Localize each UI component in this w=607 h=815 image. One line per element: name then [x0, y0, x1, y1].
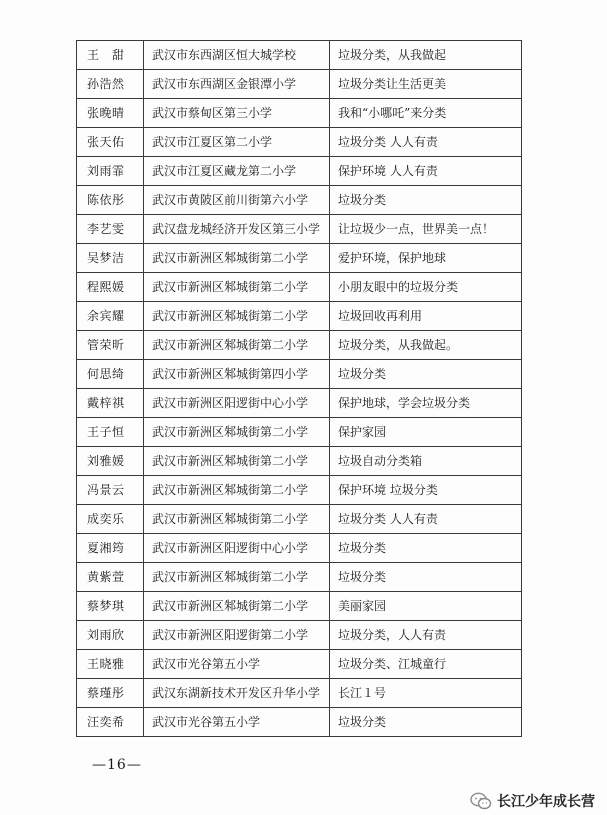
school-cell: 武汉市新洲区邾城街第二小学	[144, 476, 330, 505]
student-name-cell: 余宾耀	[77, 302, 144, 331]
work-title-cell: 垃圾分类	[330, 708, 522, 737]
work-title-cell: 保护环境 人人有责	[330, 157, 522, 186]
table-row	[77, 157, 522, 186]
table-row	[77, 563, 522, 592]
school-cell: 武汉市江夏区藏龙第二小学	[144, 157, 330, 186]
school-cell: 武汉市新洲区邾城街第二小学	[144, 592, 330, 621]
student-name-cell: 刘雅媛	[77, 447, 144, 476]
school-cell: 武汉市黄陂区前川街第六小学	[144, 186, 330, 215]
table-row	[77, 476, 522, 505]
table-row	[77, 273, 522, 302]
work-title-cell: 保护环境 垃圾分类	[330, 476, 522, 505]
student-name-cell: 陈依彤	[77, 186, 144, 215]
work-title-cell: 垃圾分类，从我做起。	[330, 331, 522, 360]
school-cell: 武汉市新洲区邾城街第二小学	[144, 447, 330, 476]
table-row	[77, 331, 522, 360]
work-title-cell: 垃圾分类 人人有责	[330, 505, 522, 534]
student-name-cell: 蔡瑾彤	[77, 679, 144, 708]
school-cell: 武汉市新洲区邾城街第二小学	[144, 244, 330, 273]
table-row	[77, 621, 522, 650]
table-row	[77, 215, 522, 244]
student-name-cell: 何思绮	[77, 360, 144, 389]
table-row	[77, 360, 522, 389]
table-row	[77, 592, 522, 621]
student-name-cell: 王子恒	[77, 418, 144, 447]
school-cell: 武汉东湖新技术开发区升华小学	[144, 679, 330, 708]
table-row	[77, 186, 522, 215]
student-name-cell: 戴梓祺	[77, 389, 144, 418]
work-title-cell: 保护地球，学会垃圾分类	[330, 389, 522, 418]
school-cell: 武汉市新洲区邾城街第二小学	[144, 563, 330, 592]
school-cell: 武汉市新洲区邾城街第二小学	[144, 418, 330, 447]
work-title-cell: 垃圾分类、江城童行	[330, 650, 522, 679]
student-name-cell: 张晚晴	[77, 99, 144, 128]
student-name-cell: 黄紫萱	[77, 563, 144, 592]
work-title-cell: 垃圾分类	[330, 360, 522, 389]
school-cell: 武汉市新洲区阳逻街中心小学	[144, 389, 330, 418]
work-title-cell: 垃圾分类	[330, 563, 522, 592]
work-title-cell: 垃圾分类，人人有责	[330, 621, 522, 650]
school-cell: 武汉市东西湖区金银潭小学	[144, 70, 330, 99]
table-row	[77, 679, 522, 708]
work-title-cell: 垃圾分类	[330, 186, 522, 215]
work-title-cell: 垃圾分类	[330, 534, 522, 563]
student-name-cell: 张天佑	[77, 128, 144, 157]
work-title-cell: 保护家园	[330, 418, 522, 447]
table-row	[77, 534, 522, 563]
school-cell: 武汉市新洲区阳逻街中心小学	[144, 534, 330, 563]
page-number: —16—	[92, 757, 142, 773]
student-name-cell: 李艺雯	[77, 215, 144, 244]
table-row	[77, 99, 522, 128]
winners-table-body	[77, 41, 522, 737]
student-name-cell: 管荣昕	[77, 331, 144, 360]
table-row	[77, 41, 522, 70]
watermark	[470, 791, 595, 811]
work-title-cell: 我和“小哪吒”来分类	[330, 99, 522, 128]
school-cell: 武汉市光谷第五小学	[144, 650, 330, 679]
work-title-cell: 小朋友眼中的垃圾分类	[330, 273, 522, 302]
table-row	[77, 302, 522, 331]
table-row	[77, 244, 522, 273]
work-title-cell: 垃圾回收再利用	[330, 302, 522, 331]
work-title-cell: 垃圾分类让生活更美	[330, 70, 522, 99]
school-cell: 武汉市东西湖区恒大城学校	[144, 41, 330, 70]
winners-table	[76, 40, 522, 737]
school-cell: 武汉市新洲区邾城街第二小学	[144, 302, 330, 331]
work-title-cell: 爱护环境，保护地球	[330, 244, 522, 273]
table-row	[77, 389, 522, 418]
wechat-icon	[470, 792, 492, 810]
school-cell: 武汉盘龙城经济开发区第三小学	[144, 215, 330, 244]
table-row	[77, 70, 522, 99]
work-title-cell: 垃圾自动分类箱	[330, 447, 522, 476]
student-name-cell: 程熙媛	[77, 273, 144, 302]
table-row	[77, 650, 522, 679]
school-cell: 武汉市江夏区第二小学	[144, 128, 330, 157]
table-row	[77, 708, 522, 737]
student-name-cell: 孙浩然	[77, 70, 144, 99]
school-cell: 武汉市新洲区邾城街第二小学	[144, 331, 330, 360]
table-row	[77, 447, 522, 476]
student-name-cell: 吴梦洁	[77, 244, 144, 273]
student-name-cell: 冯景云	[77, 476, 144, 505]
table-row	[77, 505, 522, 534]
work-title-cell: 垃圾分类，从我做起	[330, 41, 522, 70]
work-title-cell: 长江１号	[330, 679, 522, 708]
table-row	[77, 128, 522, 157]
school-cell: 武汉市新洲区邾城街第四小学	[144, 360, 330, 389]
student-name-cell: 王晓雅	[77, 650, 144, 679]
student-name-cell: 夏湘筠	[77, 534, 144, 563]
student-name-cell: 刘雨霏	[77, 157, 144, 186]
school-cell: 武汉市新洲区邾城街第二小学	[144, 273, 330, 302]
student-name-cell: 王 甜	[77, 41, 144, 70]
work-title-cell: 垃圾分类 人人有责	[330, 128, 522, 157]
work-title-cell: 让垃圾少一点，世界美一点！	[330, 215, 522, 244]
school-cell: 武汉市光谷第五小学	[144, 708, 330, 737]
school-cell: 武汉市新洲区邾城街第二小学	[144, 505, 330, 534]
watermark-text: 长江少年成长营	[497, 794, 595, 810]
work-title-cell: 美丽家园	[330, 592, 522, 621]
student-name-cell: 汪奕希	[77, 708, 144, 737]
student-name-cell: 成奕乐	[77, 505, 144, 534]
table-row	[77, 418, 522, 447]
school-cell: 武汉市新洲区阳逻街第二小学	[144, 621, 330, 650]
student-name-cell: 刘雨欣	[77, 621, 144, 650]
student-name-cell: 蔡梦琪	[77, 592, 144, 621]
school-cell: 武汉市蔡甸区第三小学	[144, 99, 330, 128]
